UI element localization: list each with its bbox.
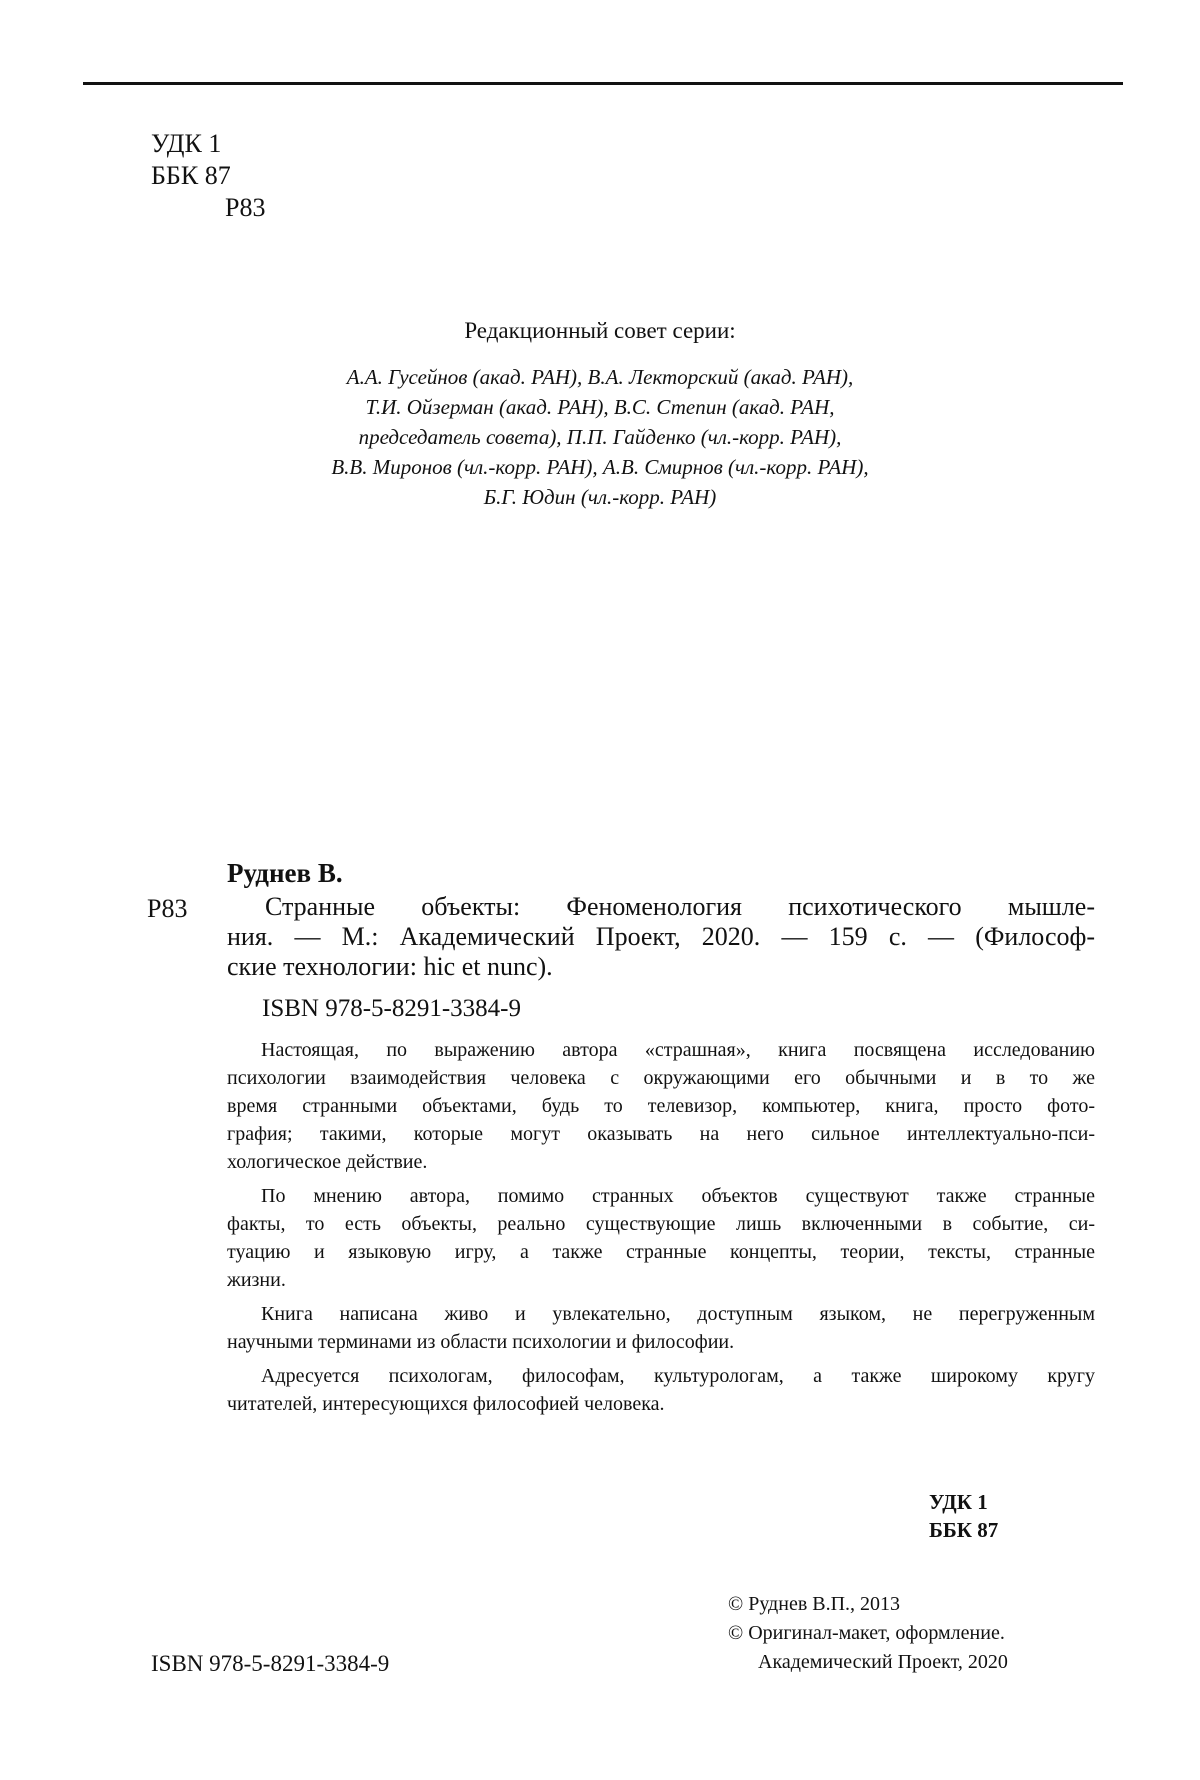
annotation-line: Настоящая, по выражению автора «страшная», книга посвящена исследованию [261,1039,1095,1061]
annotation [227,1036,1095,1424]
biblio-line: Странные объекты: Феноменология психотического мышле- [265,892,1095,921]
copyright-block [728,1590,1008,1677]
book-author: Руднев В. [227,858,343,888]
bbk-code: ББК 87 [151,161,231,190]
annotation-line: читателей, интересующихся философией человека. [227,1393,665,1415]
author-mark: Р83 [225,193,266,222]
annotation-line: жизни. [227,1269,286,1291]
copyright-line: © Руднев В.П., 2013 [728,1593,901,1615]
copyright-line: © Оригинал-макет, оформление. [728,1622,1005,1644]
isbn-main: ISBN 978-5-8291-3384-9 [262,995,522,1022]
annotation-line: хологическое действие. [227,1151,428,1173]
isbn-bottom: ISBN 978-5-8291-3384-9 [151,1651,390,1676]
bibliographic-classmark: Р83 [147,894,188,923]
board-line: А.А. Гусейнов (акад. РАН), В.А. Лекторский (акад. РАН), [346,365,854,389]
udk-code: УДК 1 [151,129,222,158]
classification-codes-bottom [929,1488,998,1544]
annotation-line: факты, то есть объекты, реально существующие лишь включенными в событие, си- [227,1213,1095,1235]
editorial-board-list [180,362,1020,512]
top-rule [83,82,1123,85]
annotation-line: графия; такими, которые могут оказывать на него сильное интеллектуально-пси- [227,1123,1095,1145]
annotation-paragraph [227,1362,1095,1418]
board-line: председатель совета), П.П. Гайденко (чл.-корр. РАН), [358,425,842,449]
udk-code: УДК 1 [929,1490,988,1514]
board-line: В.В. Миронов (чл.-корр. РАН), А.В. Смирнов (чл.-корр. РАН), [331,455,869,479]
annotation-line: По мнению автора, помимо странных объектов существуют также странные [261,1185,1095,1207]
annotation-line: научными терминами из области психологии и философии. [227,1331,735,1353]
bbk-code: ББК 87 [929,1518,999,1542]
annotation-line: психологии взаимодействия человека с окружающими его обычными и в то же [227,1067,1095,1089]
board-line: Т.И. Ойзерман (акад. РАН), В.С. Степин (акад. РАН, [365,395,835,419]
biblio-line: ния. — М.: Академический Проект, 2020. — 159 с. — (Философ- [227,922,1095,951]
bibliographic-description [227,892,1095,982]
classification-codes-top [151,128,265,224]
annotation-paragraph [227,1036,1095,1176]
biblio-line: ские технологии: hic et nunc). [227,952,553,981]
annotation-line: Адресуется психологам, философам, культурологам, а также широкому кругу [261,1365,1095,1387]
annotation-line: время странными объектами, будь то телевизор, компьютер, книга, просто фото- [227,1095,1095,1117]
annotation-line: туацию и языковую игру, а также странные концепты, теории, тексты, странные [227,1241,1095,1263]
copyright-line: Академический Проект, 2020 [758,1651,1008,1673]
editorial-board-title: Редакционный совет серии: [464,318,736,343]
annotation-paragraph [227,1182,1095,1294]
annotation-paragraph [227,1300,1095,1356]
board-line: Б.Г. Юдин (чл.-корр. РАН) [483,485,717,509]
annotation-line: Книга написана живо и увлекательно, доступным языком, не перегруженным [261,1303,1095,1325]
